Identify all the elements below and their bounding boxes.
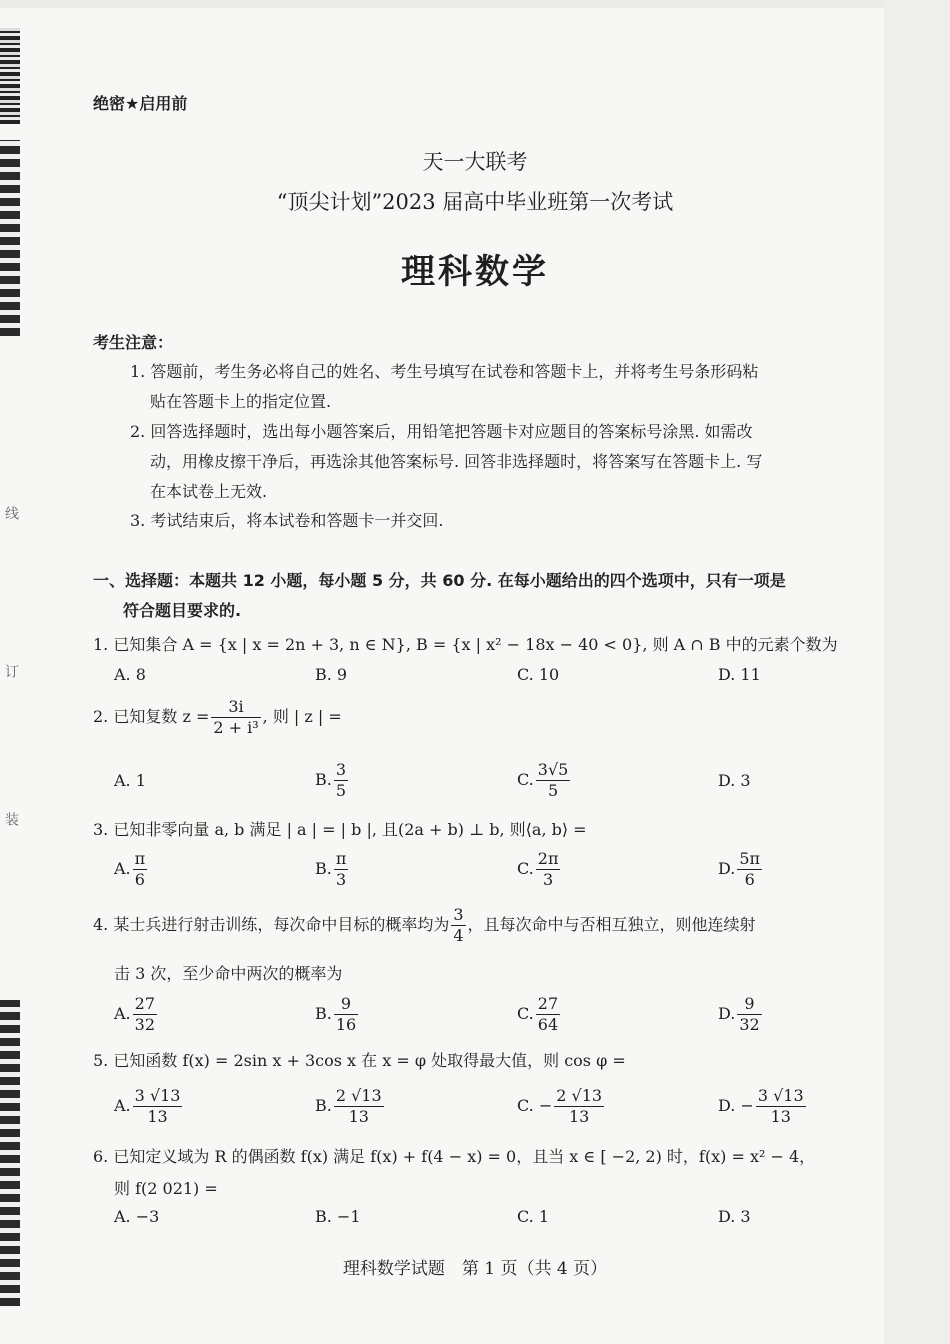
q2-option-b: B. $\frac{3}{5}$ [315, 760, 347, 800]
q1-option-a: A. 8 [114, 665, 146, 684]
q6-option-c: C. 1 [517, 1207, 550, 1226]
notice-heading: 考生注意： [93, 333, 174, 352]
page-title: 理科数学 [401, 252, 549, 292]
question-4-line2: 击 3 次，至少命中两次的概率为 [114, 964, 343, 983]
q4-option-d: D. $\frac{9}{32}$ [718, 994, 760, 1034]
q5-option-c: C. − $\frac{2 √13}{13}$ [517, 1086, 603, 1126]
q3-option-a: A. $\frac{\pi}{6}$ [114, 849, 146, 889]
page-footer: 理科数学试题 第 1 页（共 4 页） [342, 1259, 608, 1279]
notice-item-1: 1. 答题前，考生务必将自己的姓名、考生号填写在试卷和答题卡上，并将考生号条形码粘 贴在答题卡上的指定位置. [130, 362, 759, 411]
q6-option-b: B. −1 [315, 1207, 361, 1226]
page-top-edge [0, 0, 950, 8]
q3-option-c: C. $\frac{2\pi}{3}$ [517, 849, 559, 889]
q1-option-b: B. 9 [315, 665, 348, 684]
question-6-line2: 则 f(2 021) = [114, 1179, 218, 1198]
q6-option-d: D. 3 [718, 1207, 751, 1226]
question-5-stem: 5. 已知函数 f(x) = 2sin x + 3cos x 在 x = φ 处取得最大值，则 cos φ = [93, 1051, 626, 1070]
q4-option-a: A. $\frac{27}{32}$ [114, 994, 155, 1034]
q6-option-a: A. −3 [114, 1207, 160, 1226]
q4-option-c: C. $\frac{27}{64}$ [517, 994, 559, 1034]
q5-option-b: B. $\frac{2 √13}{13}$ [315, 1086, 382, 1126]
q1-option-c: C. 10 [517, 665, 560, 684]
binding-label-ding: 订 [3, 664, 19, 678]
q5-option-a: A. $\frac{3 √13}{13}$ [114, 1086, 181, 1126]
q5-option-d: D. − $\frac{3 √13}{13}$ [718, 1086, 804, 1126]
q2-option-d: D. 3 [718, 771, 751, 790]
q3-option-d: D. $\frac{5\pi}{6}$ [718, 849, 761, 889]
qr-code [0, 28, 20, 124]
binding-label-zhuang: 装 [3, 812, 19, 826]
q2-option-c: C. $\frac{3√5}{5}$ [517, 760, 569, 800]
binding-label-xian: 线 [3, 506, 19, 520]
question-1-stem: 1. 已知集合 A = {x | x = 2n + 3, n ∈ N}, B = {x | x² − 18x − 40 < 0}, 则 A ∩ B 中的元素个数为 [93, 635, 838, 654]
q2-option-a: A. 1 [114, 771, 146, 790]
exam-organizer: 天一大联考 [422, 150, 528, 174]
exam-name: “顶尖计划”2023 届高中毕业班第一次考试 [276, 190, 674, 214]
section-heading: 一、选择题：本题共 12 小题，每小题 5 分，共 60 分. 在每小题给出的四个选项中，只有一项是 符合题目要求的. [93, 571, 786, 620]
question-6-stem: 6. 已知定义域为 R 的偶函数 f(x) 满足 f(x) + f(4 − x) = 0，且当 x ∈ [ −2, 2) 时，f(x) = x² − 4， [93, 1147, 816, 1166]
q3-option-b: B. $\frac{\pi}{3}$ [315, 849, 347, 889]
q4-fraction: $\frac{3}{4}$ [453, 905, 464, 945]
q1-option-d: D. 11 [718, 665, 761, 684]
notice-item-2: 2. 回答选择题时，选出每小题答案后，用铅笔把答题卡对应题目的答案标号涂黑. 如需改 动，用橡皮擦干净后，再选涂其他答案标号. 回答非选择题时，将答案写在答题卡上. 写 在本试卷上无效. [130, 422, 763, 501]
q4-option-b: B. $\frac{9}{16}$ [315, 994, 357, 1034]
q2-fraction: $\frac{3i}{\text{2 + i³}}$ [213, 697, 259, 737]
question-4-stem: 4. 某士兵进行射击训练，每次命中目标的概率均为 $\frac{3}{4}$ ，且每次命中与否相互独立，则他连续射 [93, 905, 756, 945]
question-2-stem: 2. 已知复数 z = $\frac{3i}{\text{2 + i³}}$ , 则 | z | = [93, 697, 342, 737]
question-3-stem: 3. 已知非零向量 a, b 满足 | a | = | b |, 且(2a + b) ⊥ b, 则⟨a, b⟩ = [93, 820, 587, 839]
notice-item-3: 3. 考试结束后，将本试卷和答题卡一并交回. [130, 511, 444, 530]
confidential-mark: 绝密★启用前 [93, 94, 188, 113]
